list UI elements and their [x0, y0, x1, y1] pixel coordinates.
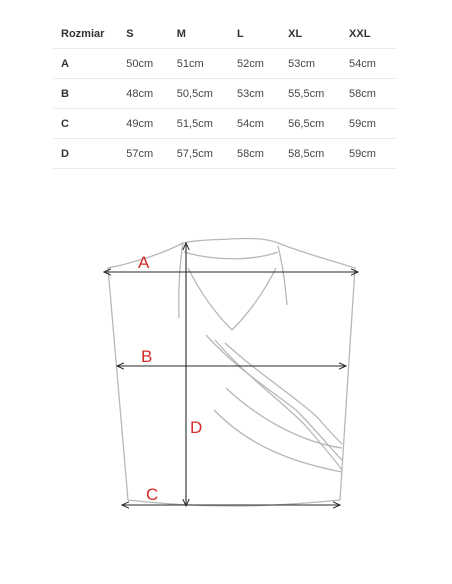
- row-key-a: A: [53, 49, 118, 79]
- table-cell: 57cm: [118, 139, 168, 169]
- size-table-header-row: [53, 19, 397, 49]
- neckline-inner: [184, 252, 278, 259]
- header-xxl: XXL: [341, 19, 397, 49]
- left-neck-edge: [179, 243, 183, 318]
- garment-outline: [108, 238, 355, 506]
- header-l: L: [229, 19, 280, 49]
- header-s: S: [118, 19, 168, 49]
- row-key-d: D: [53, 139, 118, 169]
- table-cell: 52cm: [229, 49, 280, 79]
- table-cell: 54cm: [229, 109, 280, 139]
- right-neck-edge: [278, 246, 287, 305]
- header-xl: XL: [280, 19, 341, 49]
- header-size: Rozmiar: [53, 19, 118, 49]
- header-m: M: [169, 19, 229, 49]
- wrap-collar-left: [188, 268, 232, 330]
- table-row: [53, 79, 397, 109]
- table-cell: 58cm: [341, 79, 397, 109]
- row-key-c: C: [53, 109, 118, 139]
- table-cell: 50,5cm: [169, 79, 229, 109]
- table-cell: 51cm: [169, 49, 229, 79]
- table-cell: 56,5cm: [280, 109, 341, 139]
- garment-body-outline: [108, 238, 355, 506]
- wrap-drape-line-1: [226, 388, 342, 448]
- measure-label-a: A: [138, 253, 150, 272]
- table-cell: 53cm: [280, 49, 341, 79]
- table-row: [53, 139, 397, 169]
- measure-label-c: C: [146, 485, 159, 504]
- table-cell: 59cm: [341, 139, 397, 169]
- table-cell: 58,5cm: [280, 139, 341, 169]
- table-cell: 59cm: [341, 109, 397, 139]
- table-row: [53, 109, 397, 139]
- table-cell: 58cm: [229, 139, 280, 169]
- wrap-fold-line-1: [206, 335, 342, 460]
- table-cell: 49cm: [118, 109, 168, 139]
- wrap-fold-line-3: [225, 343, 342, 444]
- measure-label-b: B: [141, 347, 153, 366]
- row-key-b: B: [53, 79, 118, 109]
- table-cell: 51,5cm: [169, 109, 229, 139]
- table-cell: 53cm: [229, 79, 280, 109]
- size-chart-table: [53, 19, 397, 169]
- table-cell: 54cm: [341, 49, 397, 79]
- measure-label-d: D: [190, 418, 203, 437]
- wrap-collar-right: [232, 268, 276, 330]
- wrap-drape-line-2: [214, 410, 342, 472]
- table-cell: 50cm: [118, 49, 168, 79]
- table-cell: 55,5cm: [280, 79, 341, 109]
- wrap-fold-line-2: [215, 340, 342, 470]
- table-cell: 57,5cm: [169, 139, 229, 169]
- table-row: [53, 49, 397, 79]
- table-cell: 48cm: [118, 79, 168, 109]
- measurement-lines: [104, 243, 358, 506]
